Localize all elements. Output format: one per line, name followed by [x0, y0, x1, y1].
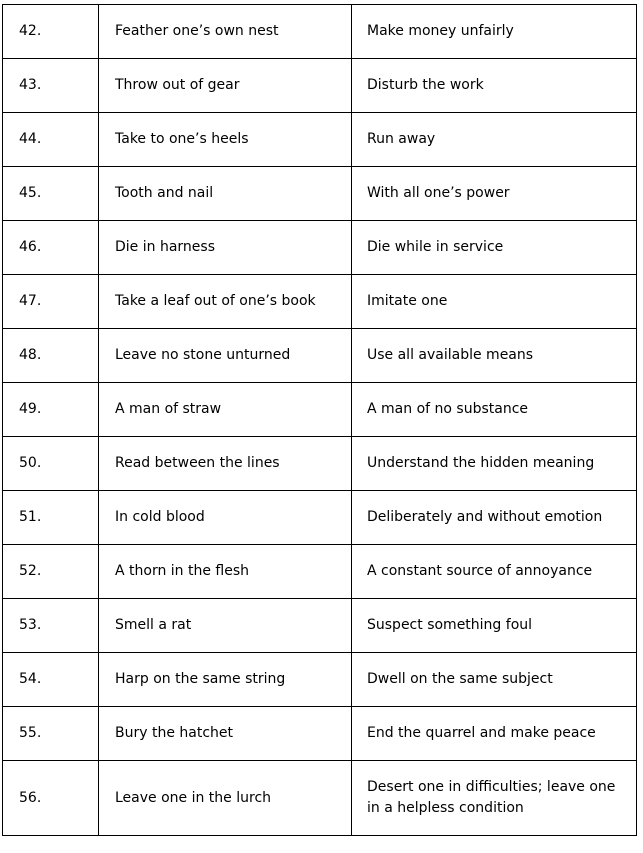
meaning-text: Suspect something foul [352, 599, 637, 653]
table-row [3, 383, 637, 437]
idiom-text: Harp on the same string [99, 653, 352, 707]
table-row [3, 59, 637, 113]
idiom-text: Leave no stone unturned [99, 329, 352, 383]
idiom-text: A thorn in the flesh [99, 545, 352, 599]
table-row [3, 545, 637, 599]
idioms-table-body [3, 5, 637, 836]
meaning-text: Understand the hidden meaning [352, 437, 637, 491]
idiom-text: Bury the hatchet [99, 707, 352, 761]
table-row [3, 599, 637, 653]
table-row [3, 491, 637, 545]
idiom-text: Smell a rat [99, 599, 352, 653]
row-number: 48. [3, 329, 99, 383]
table-row [3, 329, 637, 383]
idiom-text: Take to one’s heels [99, 113, 352, 167]
meaning-text: Dwell on the same subject [352, 653, 637, 707]
table-row [3, 113, 637, 167]
idiom-text: Feather one’s own nest [99, 5, 352, 59]
meaning-text: Imitate one [352, 275, 637, 329]
table-row [3, 5, 637, 59]
table-row [3, 707, 637, 761]
row-number: 52. [3, 545, 99, 599]
row-number: 54. [3, 653, 99, 707]
meaning-text: Run away [352, 113, 637, 167]
row-number: 44. [3, 113, 99, 167]
meaning-text: Use all available means [352, 329, 637, 383]
meaning-text: Desert one in difficulties; leave one in a helpless condition [352, 761, 637, 836]
row-number: 49. [3, 383, 99, 437]
table-row [3, 221, 637, 275]
meaning-text: Make money unfairly [352, 5, 637, 59]
row-number: 42. [3, 5, 99, 59]
meaning-text: With all one’s power [352, 167, 637, 221]
idiom-text: Tooth and nail [99, 167, 352, 221]
row-number: 50. [3, 437, 99, 491]
meaning-text: Die while in service [352, 221, 637, 275]
meaning-text: End the quarrel and make peace [352, 707, 637, 761]
idiom-text: A man of straw [99, 383, 352, 437]
table-row [3, 275, 637, 329]
row-number: 56. [3, 761, 99, 836]
meaning-text: Deliberately and without emotion [352, 491, 637, 545]
row-number: 53. [3, 599, 99, 653]
row-number: 43. [3, 59, 99, 113]
meaning-text: Disturb the work [352, 59, 637, 113]
meaning-text: A constant source of annoyance [352, 545, 637, 599]
row-number: 47. [3, 275, 99, 329]
table-row [3, 761, 637, 836]
row-number: 55. [3, 707, 99, 761]
idiom-text: Die in harness [99, 221, 352, 275]
table-row [3, 437, 637, 491]
meaning-text: A man of no substance [352, 383, 637, 437]
row-number: 46. [3, 221, 99, 275]
idiom-text: Read between the lines [99, 437, 352, 491]
idiom-text: Take a leaf out of one’s book [99, 275, 352, 329]
idiom-text: Throw out of gear [99, 59, 352, 113]
idiom-text: In cold blood [99, 491, 352, 545]
idioms-table [2, 4, 637, 836]
idiom-text: Leave one in the lurch [99, 761, 352, 836]
row-number: 51. [3, 491, 99, 545]
table-row [3, 653, 637, 707]
table-row [3, 167, 637, 221]
row-number: 45. [3, 167, 99, 221]
